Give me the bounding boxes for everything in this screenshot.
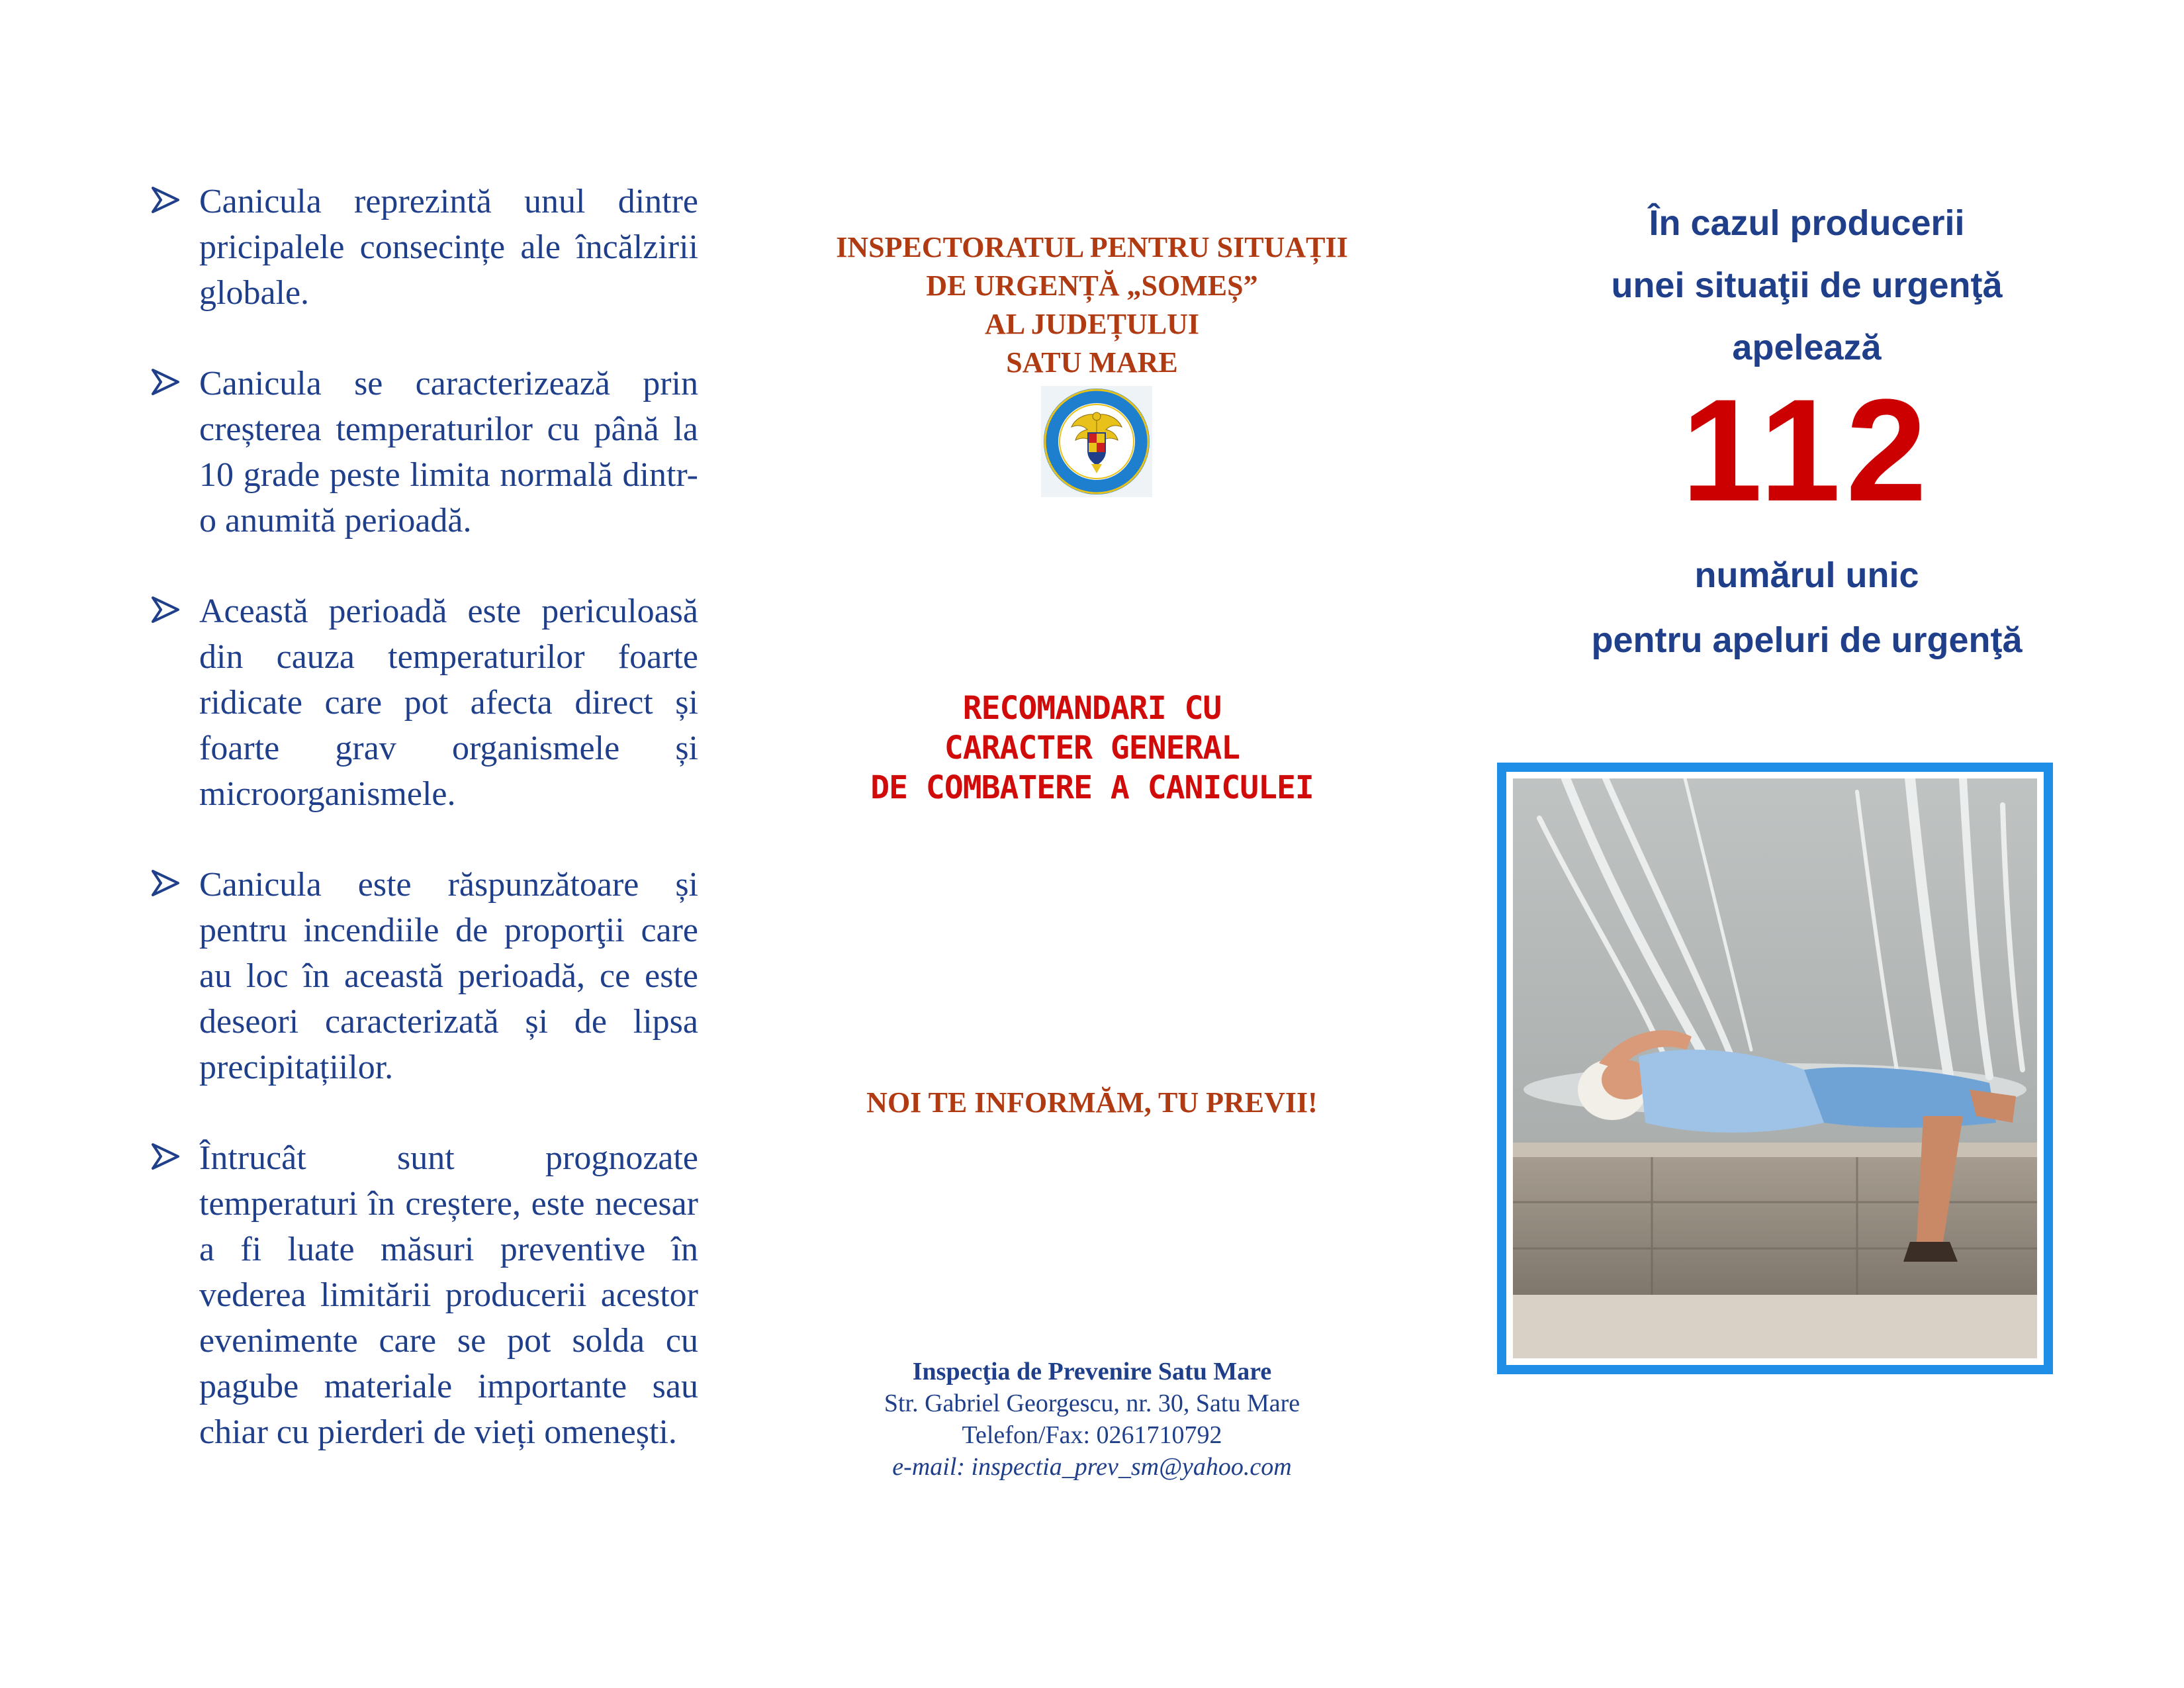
contact-phone: Telefon/Fax: 0261710792 [962,1421,1222,1449]
bullet-text: Întrucât sunt prognozate temperaturi în creștere, este necesar a fi luate măsuri preventive în vederea limitării producerii acestor evenimente care se pot solda cu pagube materiale importante sau chiar cu pierderi de vieți omenești. [199,1139,698,1451]
arrow-bullet-icon [149,863,182,903]
recommendations-heading [761,688,1423,808]
intro-line: unei situaţii de urgenţă [1611,265,2003,305]
contact-block [761,1356,1423,1483]
bullet-text: Canicula este răspunzătoare și pentru incendiile de proporţii care au loc în această perioadă, ce este deseori caracterizată și de lipsa precipitațiilor. [199,866,698,1086]
emergency-intro [1489,192,2124,379]
contact-name: Inspecţia de Prevenire Satu Mare [912,1358,1272,1385]
contact-address: Str. Gabriel Georgescu, nr. 30, Satu Mare [884,1389,1300,1417]
arrow-bullet-icon [149,180,182,220]
recommendations-line: CARACTER GENERAL [944,729,1240,767]
emergency-number: 112 [1681,369,1933,532]
photo-frame [1497,763,2053,1374]
recommendations-line: DE COMBATERE A CANICULEI [870,769,1314,806]
contact-email: e-mail: inspectia_prev_sm@yahoo.com [892,1453,1292,1481]
title-line: DE URGENȚĂ „SOMEȘ” [926,269,1258,302]
title-line: AL JUDEȚULUI [985,308,1199,340]
inspectorate-title [761,228,1423,382]
arrow-bullet-icon [149,362,182,402]
recommendations-line: RECOMANDARI CU [962,690,1222,727]
title-line: SATU MARE [1006,346,1178,379]
left-column [149,179,698,1500]
arrow-bullet-icon [149,1137,182,1176]
emergency-outro [1489,543,2124,673]
outro-line: pentru apeluri de urgenţă [1591,620,2023,660]
man-lying-by-fountain-photo [1513,778,2037,1358]
bullet-text: Canicula reprezintă unul dintre pricipalele consecințe ale încălzirii globale. [199,183,698,312]
outro-line: numărul unic [1694,555,1919,595]
bullet-item [149,1135,698,1455]
title-line: INSPECTORATUL PENTRU SITUAȚII [836,231,1348,263]
bullet-item [149,179,698,316]
bullet-text: Canicula se caracterizează prin creșterea temperaturilor cu până la 10 grade peste limita normală dintr-o anumită perioadă. [199,365,698,539]
isu-seal-icon [1041,386,1152,497]
bullet-item [149,588,698,817]
intro-line: În cazul producerii [1649,203,1965,243]
bullet-text: Această perioadă este periculoasă din cauza temperaturilor foarte ridicate care pot afecta direct și foarte grav organismele și microorganismele. [199,592,698,813]
bullet-item [149,361,698,543]
bullet-item [149,862,698,1090]
intro-line: apelează [1732,328,1882,367]
arrow-bullet-icon [149,590,182,630]
slogan: NOI TE INFORMĂM, TU PREVII! [866,1086,1318,1119]
